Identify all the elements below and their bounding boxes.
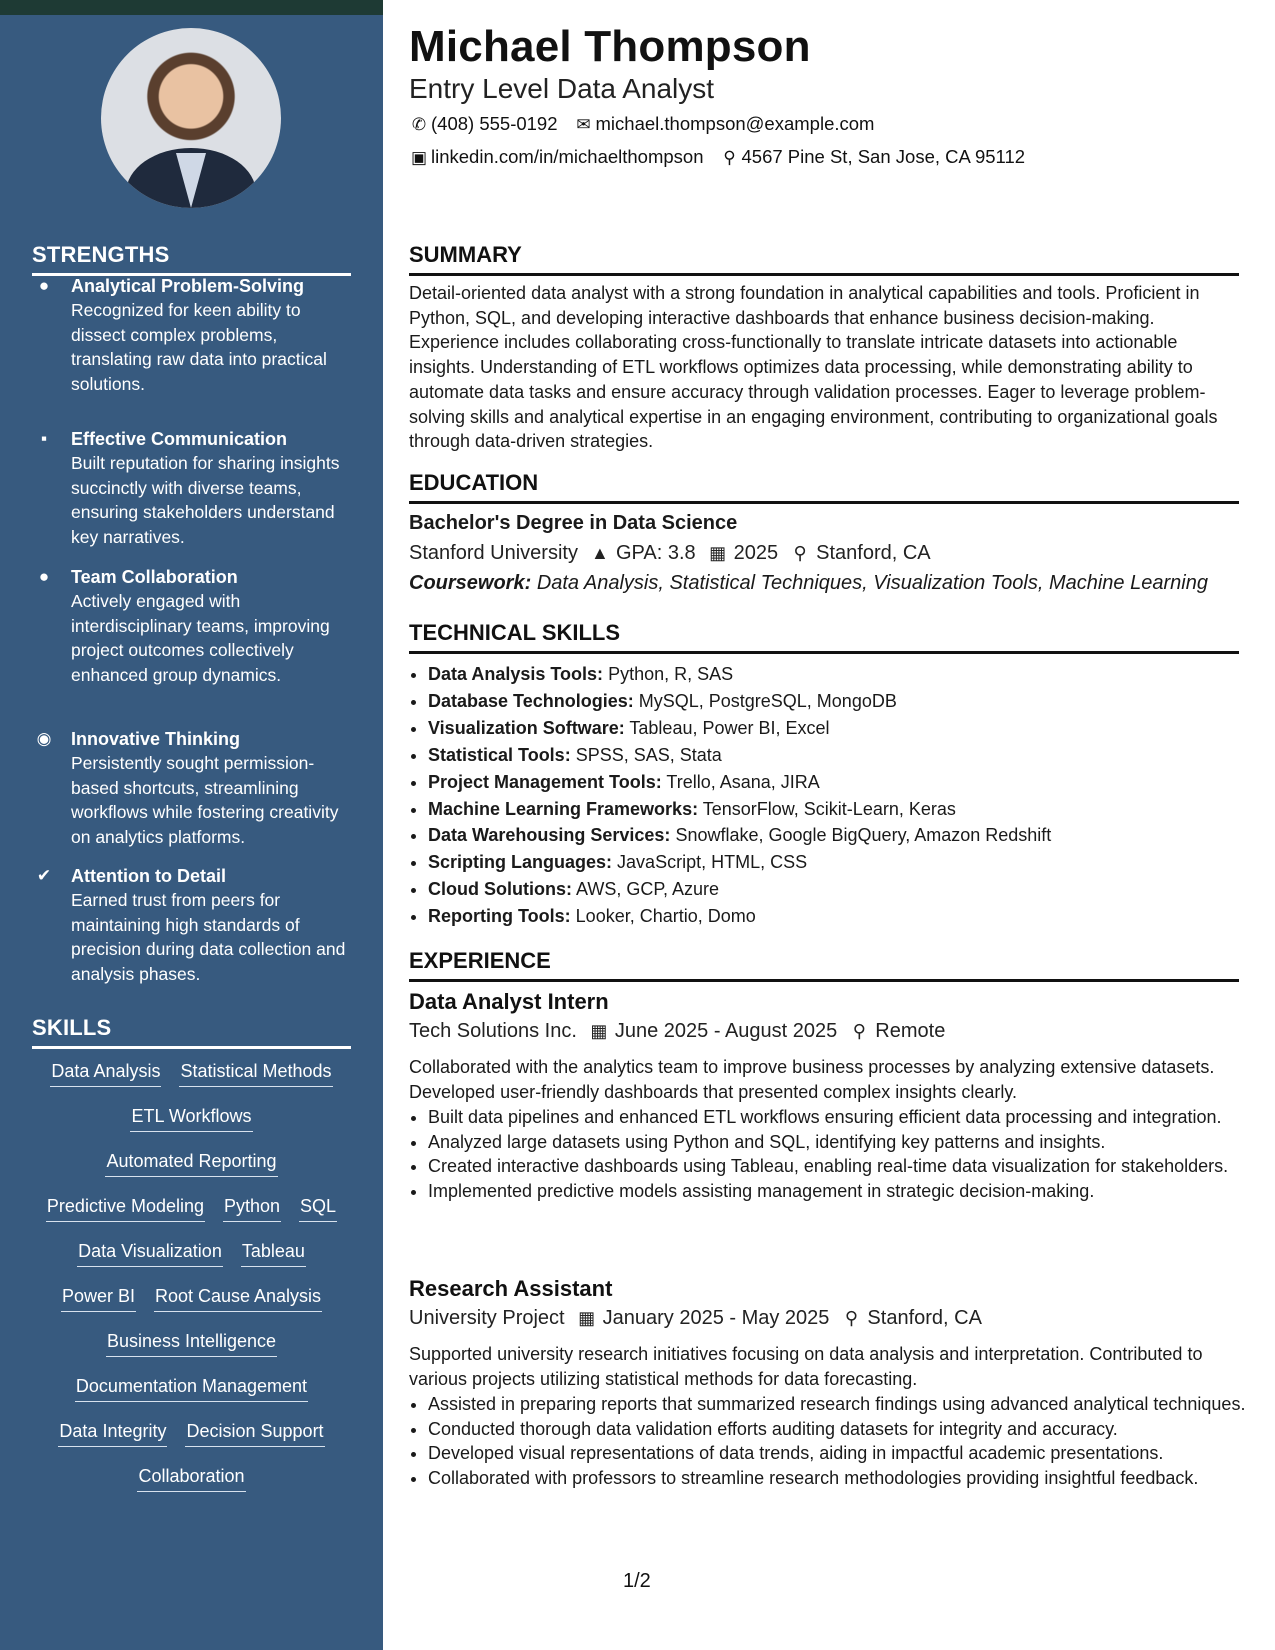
technical-skills-heading: TECHNICAL SKILLS bbox=[409, 620, 1239, 654]
strength-title: Team Collaboration bbox=[71, 567, 238, 587]
skill-label: Visualization Software: bbox=[428, 717, 625, 738]
degree: Bachelor's Degree in Data Science bbox=[409, 512, 738, 534]
list-item bbox=[428, 796, 1258, 823]
job-bullets bbox=[409, 1392, 1258, 1490]
skill-tag: Power BI bbox=[61, 1284, 136, 1312]
list-item bbox=[428, 903, 1258, 930]
map-pin-icon: ⚲ bbox=[723, 148, 736, 167]
list-item bbox=[428, 661, 1258, 688]
job-meta bbox=[409, 1020, 945, 1043]
strength-title: Innovative Thinking bbox=[71, 729, 241, 749]
strengths-heading: STRENGTHS bbox=[32, 242, 351, 276]
contact-line-2 bbox=[409, 146, 1025, 168]
check-circle-icon: ✔ bbox=[36, 866, 52, 885]
users-icon: ● bbox=[38, 567, 50, 586]
list-item: • Assisted in preparing reports that summarized research findings using advanced analytical techniques. bbox=[428, 1392, 1258, 1417]
sidebar-top-bar bbox=[0, 0, 383, 15]
job-title: Data Analyst Intern bbox=[409, 989, 609, 1014]
linkedin-icon: ▣ bbox=[410, 148, 428, 167]
skill-label: Machine Learning Frameworks: bbox=[428, 798, 699, 819]
strength-desc: Earned trust from peers for maintaining high standards of precision during data collection and analysis phases. bbox=[71, 890, 346, 984]
job-title: Research Assistant bbox=[409, 1276, 613, 1301]
profile-photo bbox=[101, 28, 281, 208]
list-item: • Conducted thorough data validation efforts auditing datasets for integrity and accuracy. bbox=[428, 1417, 1258, 1442]
job-bullets bbox=[409, 1105, 1258, 1203]
skill-tag: Business Intelligence bbox=[106, 1329, 277, 1357]
skill-tag: Tableau bbox=[241, 1239, 306, 1267]
list-item: • Developed visual representations of data trends, aiding in impactful academic presentations. bbox=[428, 1441, 1258, 1466]
coursework-label: Coursework: bbox=[409, 572, 532, 594]
skill-value: TensorFlow, Scikit-Learn, Keras bbox=[702, 798, 956, 819]
summary-heading: SUMMARY bbox=[409, 242, 1239, 276]
skill-tag: Automated Reporting bbox=[105, 1149, 277, 1177]
strength-desc: Recognized for keen ability to dissect complex problems, translating raw data into practical solutions. bbox=[71, 300, 327, 394]
list-item bbox=[428, 688, 1258, 715]
contact-line-1 bbox=[409, 113, 874, 135]
skill-tag: Decision Support bbox=[185, 1419, 324, 1447]
comments-icon: ▪ bbox=[40, 429, 48, 448]
strength-item bbox=[32, 727, 352, 849]
edu-location: Stanford, CA bbox=[816, 542, 931, 564]
phone[interactable]: (408) 555-0192 bbox=[431, 113, 558, 134]
job-summary: Supported university research initiatives focusing on data analysis and interpretation. Contributed to various projects utilizing statistical methods for data forecasting. bbox=[409, 1344, 1203, 1389]
strength-item bbox=[32, 565, 352, 687]
skill-label: Data Warehousing Services: bbox=[428, 825, 671, 846]
list-item bbox=[428, 715, 1258, 742]
strength-item bbox=[32, 274, 352, 396]
skill-tag: Predictive Modeling bbox=[46, 1194, 205, 1222]
list-item bbox=[428, 742, 1258, 769]
skill-label: Data Analysis Tools: bbox=[428, 664, 604, 684]
page-number: 1/2 bbox=[623, 1570, 651, 1592]
strength-desc: Persistently sought permission-based shortcuts, streamlining workflows while fostering creativity on analytics platforms. bbox=[71, 753, 339, 847]
strength-item bbox=[32, 427, 352, 549]
skill-label: Project Management Tools: bbox=[428, 771, 662, 792]
strength-desc: Actively engaged with interdisciplinary teams, improving project outcomes collectively enhanced group dynamics. bbox=[71, 591, 330, 685]
company: Tech Solutions Inc. bbox=[409, 1020, 577, 1042]
strength-title: Attention to Detail bbox=[71, 866, 226, 886]
skill-label: Database Technologies: bbox=[428, 690, 634, 711]
job-summary: Collaborated with the analytics team to improve business processes by analyzing extensive datasets. Developed user-friendly dashboards that presented complex insights clearly. bbox=[409, 1057, 1215, 1102]
summary-text: Detail-oriented data analyst with a strong foundation in analytical capabilities and tools. Proficient in Python, SQL, and developing interactive dashboards that enhance business decision-making. Experience includes collaborating cross-functionally to translate intricate datasets into actionable insights. Understanding of ETL workflows optimizes data processing, while demonstrating ability to automate data tasks and ensure accuracy through validation processes. Eager to leverage problem-solving skills and analytical expertise in an engaging environment, contributing to organizational goals through data-driven strategies. bbox=[409, 283, 1218, 452]
list-item: • Implemented predictive models assisting management in strategic decision-making. bbox=[428, 1179, 1258, 1204]
skills-heading: SKILLS bbox=[32, 1015, 351, 1049]
list-item bbox=[428, 876, 1258, 903]
grad-year: 2025 bbox=[733, 542, 779, 564]
company: University Project bbox=[409, 1307, 565, 1329]
list-item: • Built data pipelines and enhanced ETL workflows ensuring efficient data processing and integration. bbox=[428, 1105, 1258, 1130]
strength-title: Analytical Problem-Solving bbox=[71, 276, 305, 296]
job-meta bbox=[409, 1307, 982, 1330]
skill-value: Trello, Asana, JIRA bbox=[666, 771, 820, 792]
education-heading: EDUCATION bbox=[409, 470, 1239, 504]
skill-tag: Root Cause Analysis bbox=[154, 1284, 322, 1312]
skill-value: Looker, Chartio, Domo bbox=[575, 906, 756, 927]
linkedin-link[interactable]: linkedin.com/in/michaelthompson bbox=[431, 146, 704, 167]
job-dates: June 2025 - August 2025 bbox=[614, 1020, 838, 1042]
address: 4567 Pine St, San Jose, CA 95112 bbox=[741, 146, 1026, 167]
education-meta bbox=[409, 542, 931, 565]
coursework-list: Data Analysis, Statistical Techniques, Visualization Tools, Machine Learning bbox=[536, 572, 1208, 594]
skill-label: Statistical Tools: bbox=[428, 744, 571, 765]
lightbulb-icon: ● bbox=[38, 276, 50, 295]
list-item bbox=[428, 822, 1258, 849]
skill-label: Reporting Tools: bbox=[428, 906, 571, 927]
skills-tags bbox=[32, 1059, 351, 1509]
list-item bbox=[428, 849, 1258, 876]
experience-heading: EXPERIENCE bbox=[409, 948, 1239, 982]
sidebar bbox=[0, 0, 383, 1650]
skill-tag: Statistical Methods bbox=[179, 1059, 332, 1087]
strength-title: Effective Communication bbox=[71, 429, 288, 449]
calendar-icon: ▦ bbox=[578, 1308, 596, 1328]
list-item: • Collaborated with professors to streamline research methodologies providing insightful feedback. bbox=[428, 1466, 1258, 1491]
job-location: Stanford, CA bbox=[867, 1307, 982, 1329]
person-name: Michael Thompson bbox=[409, 22, 811, 71]
skill-value: AWS, GCP, Azure bbox=[576, 879, 720, 900]
skill-label: Scripting Languages: bbox=[428, 852, 613, 873]
list-item: • Analyzed large datasets using Python and SQL, identifying key patterns and insights. bbox=[428, 1130, 1258, 1155]
skill-tag: Data Analysis bbox=[50, 1059, 161, 1087]
skill-tag: ETL Workflows bbox=[130, 1104, 252, 1132]
email[interactable]: michael.thompson@example.com bbox=[595, 113, 875, 134]
skill-tag: Collaboration bbox=[137, 1464, 245, 1492]
skill-tag: Data Integrity bbox=[58, 1419, 167, 1447]
job-location: Remote bbox=[875, 1020, 946, 1042]
skill-tag: Python bbox=[223, 1194, 281, 1222]
calendar-icon: ▦ bbox=[709, 543, 727, 563]
map-pin-icon: ⚲ bbox=[844, 1308, 859, 1328]
skill-value: JavaScript, HTML, CSS bbox=[617, 852, 808, 873]
skill-value: Tableau, Power BI, Excel bbox=[629, 717, 830, 738]
technical-skills-list bbox=[409, 661, 1258, 930]
skill-value: SPSS, SAS, Stata bbox=[575, 744, 722, 765]
skill-value: Snowflake, Google BigQuery, Amazon Redshift bbox=[675, 825, 1052, 846]
strength-desc: Built reputation for sharing insights succinctly with diverse teams, ensuring stakeholders understand key narratives. bbox=[71, 453, 340, 547]
envelope-icon: ✉ bbox=[576, 115, 591, 134]
graduation-cap-icon: ▲ bbox=[591, 543, 609, 563]
skill-tag: Data Visualization bbox=[77, 1239, 223, 1267]
person-role: Entry Level Data Analyst bbox=[409, 73, 715, 104]
skill-tag: Documentation Management bbox=[75, 1374, 308, 1402]
skill-label: Cloud Solutions: bbox=[428, 879, 572, 900]
job-dates: January 2025 - May 2025 bbox=[602, 1307, 830, 1329]
skill-tag: SQL bbox=[299, 1194, 337, 1222]
strength-item bbox=[32, 864, 352, 986]
school: Stanford University bbox=[409, 542, 578, 564]
skill-value: Python, R, SAS bbox=[608, 664, 734, 684]
calendar-icon: ▦ bbox=[590, 1021, 608, 1041]
map-pin-icon: ⚲ bbox=[793, 543, 807, 563]
list-item bbox=[428, 769, 1258, 796]
phone-icon: ✆ bbox=[411, 115, 427, 134]
list-item: • Created interactive dashboards using Tableau, enabling real-time data visualization for stakeholders. bbox=[428, 1154, 1258, 1179]
map-pin-icon: ⚲ bbox=[852, 1021, 866, 1041]
brain-icon: ◉ bbox=[36, 729, 52, 748]
coursework bbox=[409, 572, 1208, 595]
gpa: GPA: 3.8 bbox=[615, 542, 696, 564]
skill-value: MySQL, PostgreSQL, MongoDB bbox=[638, 690, 897, 711]
